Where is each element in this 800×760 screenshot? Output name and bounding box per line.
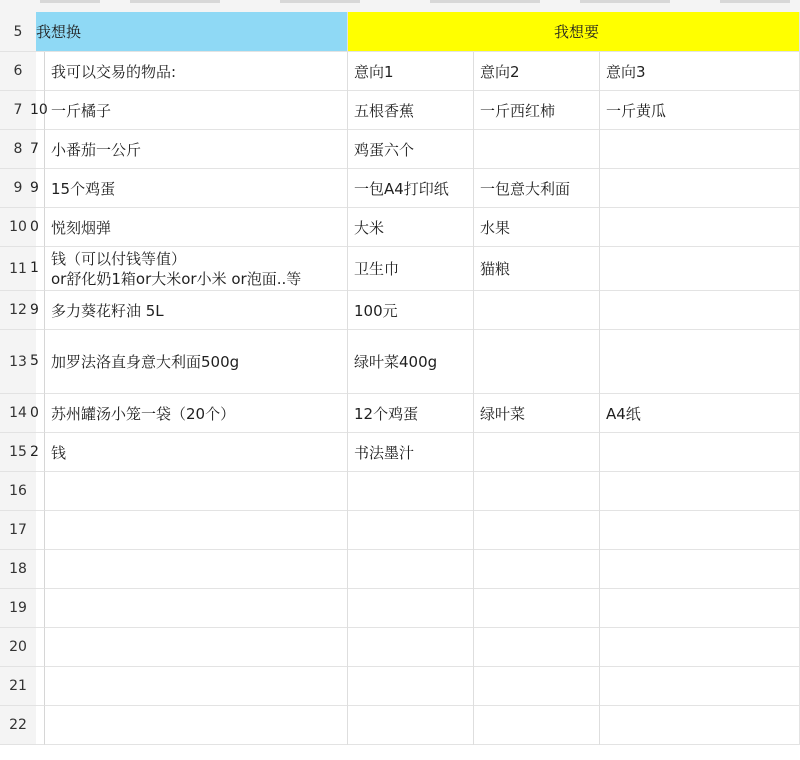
- cell-w1[interactable]: 12个鸡蛋: [348, 394, 474, 433]
- empty-cell[interactable]: [45, 667, 348, 706]
- row-header-10[interactable]: 10: [0, 208, 36, 247]
- frozen-column-cell[interactable]: [30, 394, 45, 433]
- empty-cell[interactable]: [474, 511, 600, 550]
- row-header-15[interactable]: 15: [0, 433, 36, 472]
- cell-w2[interactable]: [474, 433, 600, 472]
- cell-item[interactable]: 悦刻烟弹: [45, 208, 348, 247]
- cell-w1[interactable]: 卫生巾: [348, 247, 474, 291]
- row-header-9[interactable]: 9: [0, 169, 36, 208]
- row-header-14[interactable]: 14: [0, 394, 36, 433]
- empty-cell[interactable]: [474, 550, 600, 589]
- frozen-column-cell[interactable]: [36, 52, 45, 91]
- row-header-18[interactable]: 18: [0, 550, 36, 589]
- empty-cell[interactable]: [474, 628, 600, 667]
- cell-w1[interactable]: 五根香蕉: [348, 91, 474, 130]
- cell-item[interactable]: 钱: [45, 433, 348, 472]
- empty-cell[interactable]: [348, 706, 474, 745]
- frozen-column-cell[interactable]: [36, 472, 45, 511]
- frozen-column-cell[interactable]: [30, 208, 45, 247]
- row-header-5[interactable]: 5: [0, 12, 36, 52]
- frozen-column-cell[interactable]: [36, 667, 45, 706]
- row-header-21[interactable]: 21: [0, 667, 36, 706]
- cell-w2[interactable]: 一斤西红柿: [474, 91, 600, 130]
- row-header-22[interactable]: 22: [0, 706, 36, 745]
- frozen-column-cell[interactable]: [36, 511, 45, 550]
- empty-cell[interactable]: [600, 628, 800, 667]
- empty-cell[interactable]: [600, 589, 800, 628]
- cell-text-line: 钱（可以付钱等值）: [51, 249, 187, 268]
- cell-text-line: or舒化奶1箱or大米or小米 or泡面..等: [51, 269, 302, 288]
- cell-w1[interactable]: 绿叶菜400g: [348, 330, 474, 394]
- clipped-cell-text: 0: [30, 404, 39, 421]
- column-title-item[interactable]: 我可以交易的物品:: [45, 52, 348, 91]
- frozen-column-cell[interactable]: [30, 169, 45, 208]
- cell-w3[interactable]: A4纸: [600, 394, 800, 433]
- empty-cell[interactable]: [45, 472, 348, 511]
- row-header-19[interactable]: 19: [0, 589, 36, 628]
- column-title-w2[interactable]: 意向2: [474, 52, 600, 91]
- frozen-column-cell[interactable]: [36, 706, 45, 745]
- cell-w1[interactable]: 书法墨汁: [348, 433, 474, 472]
- empty-cell[interactable]: [600, 550, 800, 589]
- frozen-column-cell[interactable]: [30, 247, 45, 291]
- empty-cell[interactable]: [45, 550, 348, 589]
- frozen-column-cell[interactable]: [30, 91, 48, 130]
- cell-w1[interactable]: 100元: [348, 291, 474, 330]
- column-divider: [473, 52, 474, 745]
- empty-cell[interactable]: [600, 667, 800, 706]
- cell-item[interactable]: 多力葵花籽油 5L: [45, 291, 348, 330]
- cell-w3[interactable]: 一斤黄瓜: [600, 91, 800, 130]
- clipped-cell-text: 7: [30, 140, 39, 157]
- column-title-w3[interactable]: 意向3: [600, 52, 800, 91]
- frozen-column-cell[interactable]: [30, 433, 45, 472]
- clipped-cell-text: 9: [30, 179, 39, 196]
- row-header-7[interactable]: 7: [0, 91, 36, 130]
- cell-w2[interactable]: [474, 291, 600, 330]
- column-title-w1[interactable]: 意向1: [348, 52, 474, 91]
- cell-w1[interactable]: 大米: [348, 208, 474, 247]
- empty-cell[interactable]: [600, 511, 800, 550]
- cell-w3[interactable]: [600, 130, 800, 169]
- cell-item[interactable]: 一斤橘子: [45, 91, 348, 130]
- cell-w1[interactable]: 一包A4打印纸: [348, 169, 474, 208]
- row-header-20[interactable]: 20: [0, 628, 36, 667]
- cell-item[interactable]: 小番茄一公斤: [45, 130, 348, 169]
- empty-cell[interactable]: [45, 589, 348, 628]
- clipped-cell-text: 1: [30, 260, 39, 276]
- cell-w1[interactable]: 鸡蛋六个: [348, 130, 474, 169]
- empty-cell[interactable]: [348, 589, 474, 628]
- empty-cell[interactable]: [600, 472, 800, 511]
- column-divider: [347, 52, 348, 745]
- empty-cell[interactable]: [474, 589, 600, 628]
- column-divider: [599, 52, 600, 745]
- clipped-cell-text: 0: [30, 218, 39, 235]
- row-header-17[interactable]: 17: [0, 511, 36, 550]
- clipped-cell-text: 10: [30, 101, 48, 118]
- cell-w2[interactable]: 绿叶菜: [474, 394, 600, 433]
- cell-item[interactable]: 15个鸡蛋: [45, 169, 348, 208]
- clipped-top-row: [0, 0, 800, 12]
- empty-cell[interactable]: [348, 511, 474, 550]
- cell-w3[interactable]: [600, 330, 800, 394]
- cell-w3[interactable]: [600, 247, 800, 291]
- row-header-13[interactable]: 13: [0, 330, 36, 394]
- frozen-column-cell[interactable]: [36, 589, 45, 628]
- frozen-column-cell[interactable]: [36, 550, 45, 589]
- header-i-want-to-swap[interactable]: 我想换: [36, 12, 348, 52]
- empty-cell[interactable]: [45, 511, 348, 550]
- cell-item[interactable]: 苏州罐汤小笼一袋（20个）: [45, 394, 348, 433]
- cell-item-multiline[interactable]: [45, 247, 348, 291]
- clipped-cell-text: 5: [30, 353, 39, 369]
- cell-w2[interactable]: 猫粮: [474, 247, 600, 291]
- empty-cell[interactable]: [45, 628, 348, 667]
- empty-cell[interactable]: [474, 472, 600, 511]
- clipped-cell-text: 9: [30, 301, 39, 318]
- empty-cell[interactable]: [348, 550, 474, 589]
- empty-cell[interactable]: [45, 706, 348, 745]
- cell-w3[interactable]: [600, 169, 800, 208]
- clipped-cell-text: 2: [30, 443, 39, 460]
- empty-cell[interactable]: [348, 472, 474, 511]
- row-header-8[interactable]: 8: [0, 130, 36, 169]
- empty-cell[interactable]: [474, 706, 600, 745]
- cell-text-lines: [51, 249, 301, 289]
- cell-item[interactable]: 加罗法洛直身意大利面500g: [45, 330, 348, 394]
- row-header-12[interactable]: 12: [0, 291, 36, 330]
- frozen-column-cell[interactable]: [30, 130, 45, 169]
- frozen-column-cell[interactable]: [30, 291, 45, 330]
- empty-cell[interactable]: [600, 706, 800, 745]
- cell-w2[interactable]: [474, 130, 600, 169]
- cell-w2[interactable]: [474, 330, 600, 394]
- cell-w3[interactable]: [600, 208, 800, 247]
- row-header-6[interactable]: 6: [0, 52, 36, 91]
- empty-cell[interactable]: [348, 628, 474, 667]
- cell-w2[interactable]: 一包意大利面: [474, 169, 600, 208]
- empty-cell[interactable]: [474, 667, 600, 706]
- frozen-column-cell[interactable]: [30, 330, 45, 394]
- row-header-16[interactable]: 16: [0, 472, 36, 511]
- frozen-column-cell[interactable]: [36, 628, 45, 667]
- row-header-11[interactable]: 11: [0, 247, 36, 291]
- cell-w3[interactable]: [600, 433, 800, 472]
- header-i-want[interactable]: 我想要: [348, 12, 800, 52]
- cell-w3[interactable]: [600, 291, 800, 330]
- cell-w2[interactable]: 水果: [474, 208, 600, 247]
- empty-cell[interactable]: [348, 667, 474, 706]
